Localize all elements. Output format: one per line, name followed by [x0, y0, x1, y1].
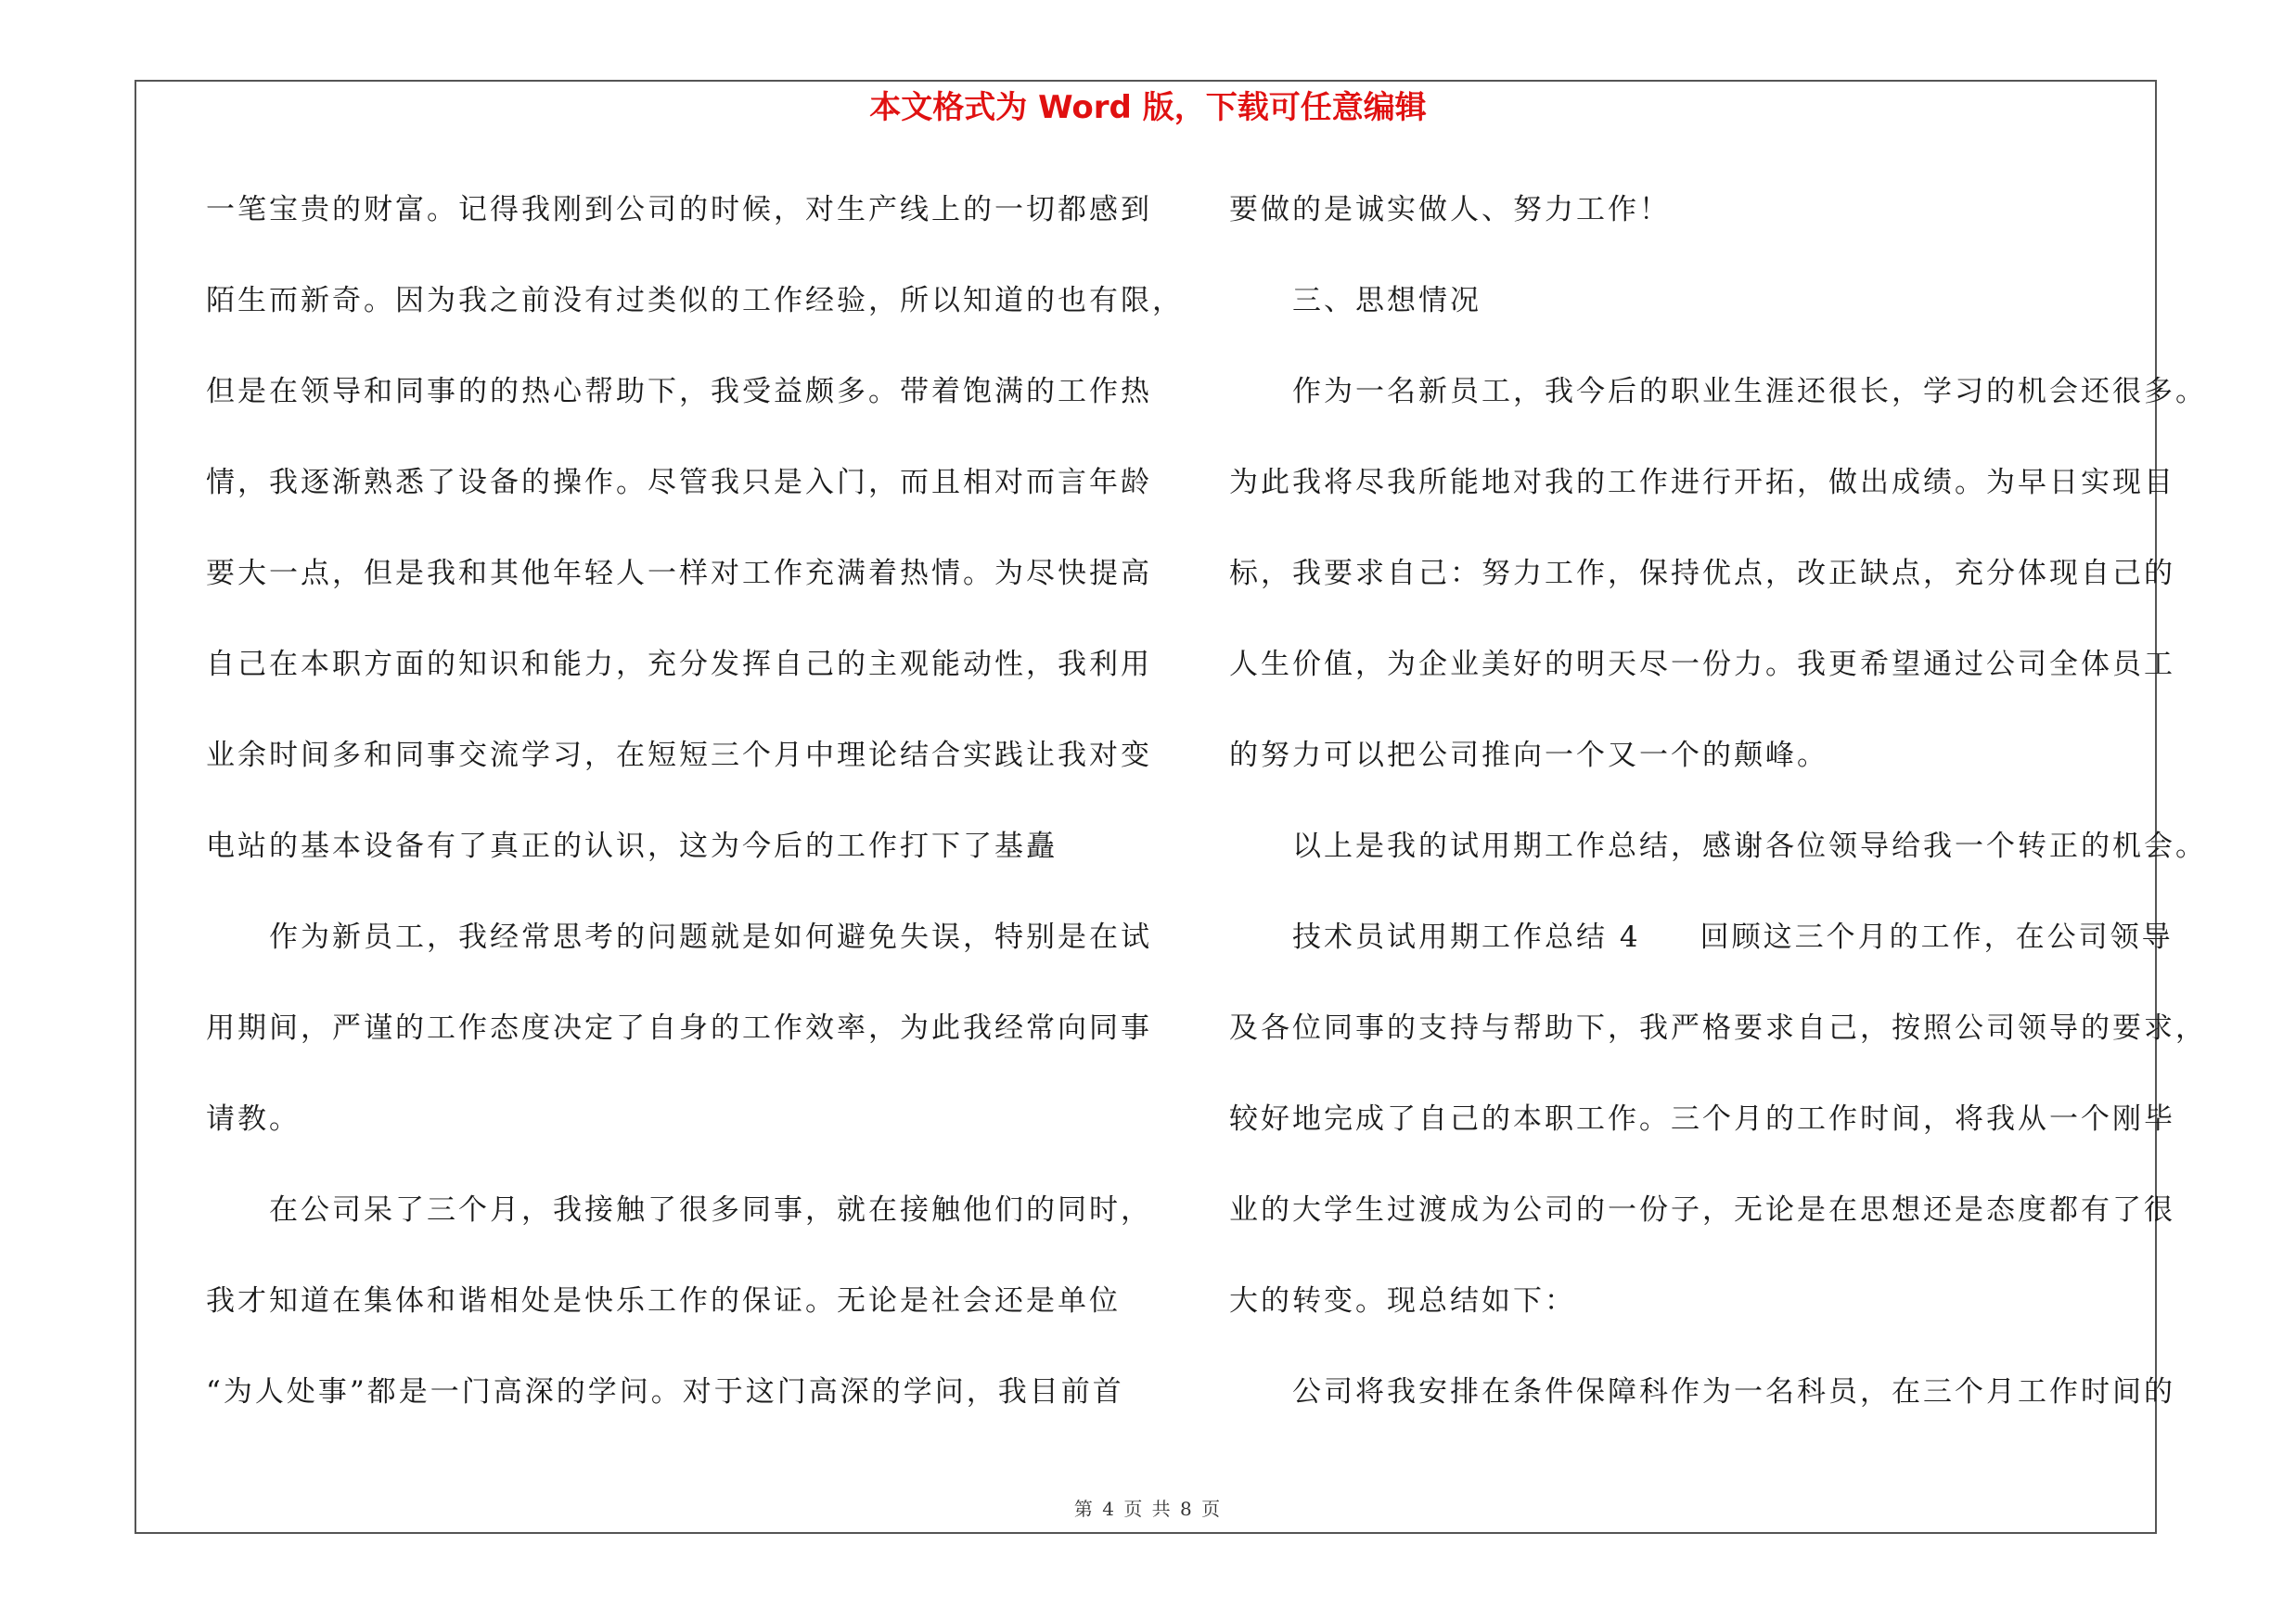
- paragraph-line: 自己在本职方面的知识和能力，充分发挥自己的主观能动性，我利用: [206, 648, 1152, 681]
- paragraph-line: 但是在领导和同事的的热心帮助下，我受益颇多。带着饱满的工作热: [206, 375, 1152, 408]
- paragraph-line: [1229, 909, 2174, 1000]
- paragraph-line: 标，我要求自己：努力工作，保持优点，改正缺点，充分体现自己的: [1229, 557, 2175, 590]
- paragraph-line: 我才知道在集体和谐相处是快乐工作的保证。无论是社会还是单位: [206, 1284, 1121, 1318]
- paragraph-line: 陌生而新奇。因为我之前没有过类似的工作经验，所以知道的也有限，: [206, 284, 1184, 317]
- paragraph-line: 为此我将尽我所能地对我的工作进行开拓，做出成绩。为早日实现目: [1229, 466, 2175, 499]
- subtitle: 技术员试用期工作总结 4: [1292, 921, 1641, 954]
- format-banner: 本文格式为 Word 版，下载可任意编辑: [869, 89, 1427, 126]
- paragraph-line: 电站的基本设备有了真正的认识，这为今后的工作打下了基矗: [206, 830, 1058, 863]
- paragraph-line: 作为新员工，我经常思考的问题就是如何避免失误，特别是在试: [269, 921, 1152, 954]
- paragraph-start: 回顾这三个月的工作，在公司领导: [1700, 921, 2174, 954]
- paragraph-line: 用期间，严谨的工作态度决定了自身的工作效率，为此我经常向同事: [206, 1011, 1152, 1045]
- paragraph-line: 作为一名新员工，我今后的职业生涯还很长，学习的机会还很多。: [1292, 375, 2207, 408]
- paragraph-line: 以上是我的试用期工作总结，感谢各位领导给我一个转正的机会。: [1292, 830, 2207, 863]
- paragraph-line: 人生价值，为企业美好的明天尽一份力。我更希望通过公司全体员工: [1229, 648, 2175, 681]
- paragraph-line: 公司将我安排在条件保障科作为一名科员，在三个月工作时间的: [1292, 1375, 2175, 1409]
- paragraph-line: 要大一点，但是我和其他年轻人一样对工作充满着热情。为尽快提高: [206, 557, 1152, 590]
- paragraph-line: 情，我逐渐熟悉了设备的操作。尽管我只是入门，而且相对而言年龄: [206, 466, 1152, 499]
- paragraph-line: 及各位同事的支持与帮助下，我严格要求自己，按照公司领导的要求，: [1229, 1011, 2207, 1045]
- page-number: 第 4 页 共 8 页: [1073, 1498, 1223, 1520]
- left-column: [206, 182, 1184, 1455]
- paragraph-line: 业余时间多和同事交流学习，在短短三个月中理论结合实践让我对变: [206, 739, 1152, 772]
- paragraph-line: 请教。: [206, 1102, 301, 1136]
- paragraph-line: 一笔宝贵的财富。记得我刚到公司的时候，对生产线上的一切都感到: [206, 193, 1152, 226]
- right-column: [1229, 182, 2207, 1455]
- paragraph-line: 在公司呆了三个月，我接触了很多同事，就在接触他们的同时，: [269, 1193, 1152, 1227]
- paragraph-line: “为人处事”都是一门高深的学问。对于这门高深的学问，我目前首: [206, 1375, 1124, 1409]
- paragraph-line: 的努力可以把公司推向一个又一个的颠峰。: [1229, 739, 1828, 772]
- paragraph-line: 要做的是诚实做人、努力工作！: [1229, 193, 1671, 226]
- section-heading: 三、思想情况: [1292, 284, 1481, 317]
- paragraph-line: 业的大学生过渡成为公司的一份子，无论是在思想还是态度都有了很: [1229, 1193, 2175, 1227]
- paragraph-line: 大的转变。现总结如下：: [1229, 1284, 1576, 1318]
- paragraph-line: 较好地完成了自己的本职工作。三个月的工作时间，将我从一个刚毕: [1229, 1102, 2175, 1136]
